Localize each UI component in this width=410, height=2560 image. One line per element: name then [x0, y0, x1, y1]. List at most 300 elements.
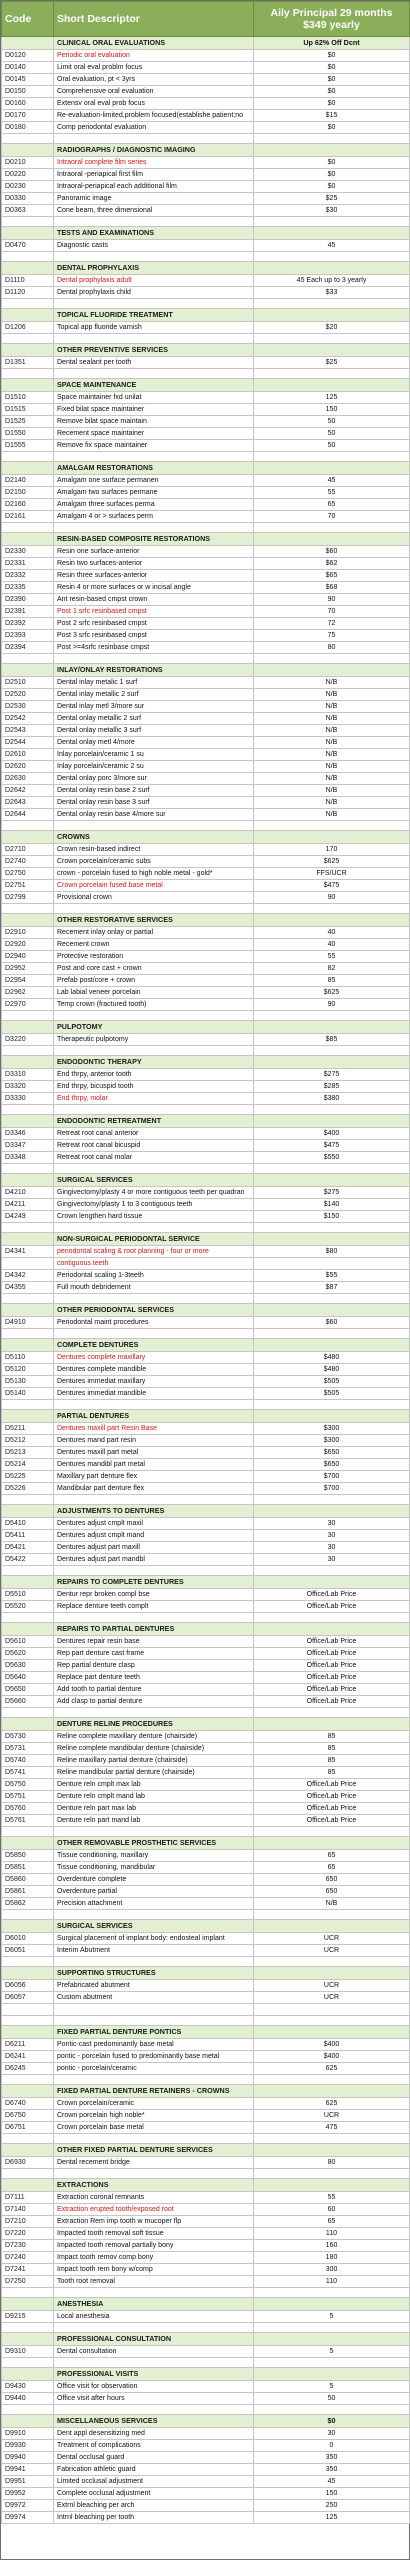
procedure-descriptor: Lab labial veneer porcelain	[54, 987, 254, 999]
procedure-code: D0140	[2, 62, 54, 74]
procedure-code: D5860	[2, 1874, 54, 1886]
procedure-descriptor: Impact tooth remov comp bony	[54, 2252, 254, 2264]
procedure-fee: N/B	[254, 725, 410, 737]
procedure-descriptor: Dentures mand part resin	[54, 1435, 254, 1447]
section-header-row	[2, 533, 410, 546]
procedure-code: D0220	[2, 169, 54, 181]
spacer-cell	[2, 1495, 54, 1505]
spacer-cell	[254, 134, 410, 144]
fee-row	[2, 2488, 410, 2500]
fee-row	[2, 1199, 410, 1211]
procedure-fee: 50	[254, 2393, 410, 2405]
procedure-fee: $140	[254, 1199, 410, 1211]
section-code-cell	[2, 1339, 54, 1352]
procedure-descriptor: Dentures immediat mandible	[54, 1388, 254, 1400]
procedure-code: D2710	[2, 844, 54, 856]
section-note	[254, 664, 410, 677]
procedure-code: D2644	[2, 809, 54, 821]
spacer-cell	[54, 654, 254, 664]
fee-row	[2, 737, 410, 749]
procedure-descriptor: Denture reln part mand lab	[54, 1815, 254, 1827]
procedure-fee: $20	[254, 322, 410, 334]
spacer-cell	[2, 217, 54, 227]
spacer-cell	[54, 2134, 254, 2144]
procedure-descriptor: Comp periodontal evaluation	[54, 122, 254, 134]
procedure-code: D6241	[2, 2051, 54, 2063]
fee-row	[2, 122, 410, 134]
procedure-descriptor: Dentures adjust cmplt mand	[54, 1530, 254, 1542]
section-title: AMALGAM RESTORATIONS	[54, 462, 254, 475]
procedure-descriptor: Pontic-cast predominantly base metal	[54, 2039, 254, 2051]
spacer-cell	[54, 2288, 254, 2298]
procedure-code: D7210	[2, 2216, 54, 2228]
procedure-code: D5640	[2, 1672, 54, 1684]
procedure-code: D2750	[2, 868, 54, 880]
procedure-code: D3346	[2, 1128, 54, 1140]
fee-row	[2, 86, 410, 98]
spacer-cell	[2, 523, 54, 533]
procedure-fee: 55	[254, 487, 410, 499]
fee-row	[2, 2512, 410, 2524]
procedure-descriptor: contiguous teeth	[54, 1258, 254, 1270]
fee-row	[2, 181, 410, 193]
spacer-cell	[254, 1708, 410, 1718]
procedure-fee: 650	[254, 1874, 410, 1886]
spacer-cell	[54, 299, 254, 309]
spacer-cell	[254, 1105, 410, 1115]
fee-row	[2, 1140, 410, 1152]
spacer-cell	[54, 1910, 254, 1920]
spacer-cell	[54, 1105, 254, 1115]
fee-row	[2, 1898, 410, 1910]
spacer-row	[2, 2016, 410, 2026]
spacer-row	[2, 1046, 410, 1056]
procedure-code: D6211	[2, 2039, 54, 2051]
spacer-row	[2, 252, 410, 262]
procedure-code: D4355	[2, 1282, 54, 1294]
procedure-code: D6056	[2, 1980, 54, 1992]
section-title: PROFESSIONAL VISITS	[54, 2368, 254, 2381]
procedure-code: D7230	[2, 2240, 54, 2252]
spacer-row	[2, 1223, 410, 1233]
fee-row	[2, 1471, 410, 1483]
procedure-fee: N/B	[254, 773, 410, 785]
procedure-descriptor: Dental sealant per tooth	[54, 357, 254, 369]
section-code-cell	[2, 1718, 54, 1731]
fee-row	[2, 701, 410, 713]
procedure-fee: $15	[254, 110, 410, 122]
section-note	[254, 1233, 410, 1246]
procedure-fee: N/B	[254, 809, 410, 821]
procedure-descriptor: Intraoral -periapical first film	[54, 169, 254, 181]
procedure-descriptor: Protective restoration	[54, 951, 254, 963]
procedure-fee: $0	[254, 122, 410, 134]
section-code-cell	[2, 2026, 54, 2039]
fee-row	[2, 1874, 410, 1886]
section-title: REPAIRS TO COMPLETE DENTURES	[54, 1576, 254, 1589]
section-note	[254, 1576, 410, 1589]
section-note	[254, 2026, 410, 2039]
fee-row	[2, 1589, 410, 1601]
spacer-cell	[54, 217, 254, 227]
procedure-fee: Office/Lab Price	[254, 1803, 410, 1815]
procedure-code: D6930	[2, 2157, 54, 2169]
fee-row	[2, 1530, 410, 1542]
procedure-descriptor: Dental inlay metl 3/more sur	[54, 701, 254, 713]
spacer-row	[2, 1827, 410, 1837]
procedure-fee: N/B	[254, 1898, 410, 1910]
procedure-descriptor: Prefabricated abutment	[54, 1980, 254, 1992]
procedure-descriptor: Fixed bilat space maintainer	[54, 404, 254, 416]
section-title: MISCELLANEOUS SERVICES	[54, 2415, 254, 2428]
fee-row	[2, 927, 410, 939]
section-code-cell	[2, 533, 54, 546]
procedure-code: D7140	[2, 2204, 54, 2216]
section-header-row	[2, 1505, 410, 1518]
procedure-fee: 150	[254, 2488, 410, 2500]
procedure-fee: 150	[254, 404, 410, 416]
procedure-code: D5214	[2, 1459, 54, 1471]
fee-row	[2, 677, 410, 689]
procedure-fee: 65	[254, 2216, 410, 2228]
procedure-descriptor: Overdenture partial	[54, 1886, 254, 1898]
spacer-row	[2, 1105, 410, 1115]
procedure-code: D9974	[2, 2512, 54, 2524]
procedure-code: D5411	[2, 1530, 54, 1542]
section-header-row	[2, 37, 410, 50]
spacer-cell	[2, 1400, 54, 1410]
procedure-fee: 65	[254, 1850, 410, 1862]
section-note	[254, 1410, 410, 1423]
fee-row	[2, 392, 410, 404]
procedure-code: D5422	[2, 1554, 54, 1566]
procedure-descriptor: Tooth root removal	[54, 2276, 254, 2288]
procedure-descriptor: Amalgam one surface permanen	[54, 475, 254, 487]
section-title: CLINICAL ORAL EVALUATIONS	[54, 37, 254, 50]
procedure-descriptor: Limited occlusal adjustment	[54, 2476, 254, 2488]
spacer-cell	[254, 452, 410, 462]
procedure-descriptor: Dent appl desensitizing med	[54, 2428, 254, 2440]
section-code-cell	[2, 379, 54, 392]
procedure-descriptor: Complete occlusal adjustment	[54, 2488, 254, 2500]
spacer-cell	[54, 1708, 254, 1718]
procedure-descriptor: Resin one surface-anterior	[54, 546, 254, 558]
spacer-row	[2, 2075, 410, 2085]
fee-row	[2, 689, 410, 701]
procedure-descriptor: Recement space maintainer	[54, 428, 254, 440]
spacer-cell	[2, 1294, 54, 1304]
fee-row	[2, 1246, 410, 1258]
procedure-fee: N/B	[254, 761, 410, 773]
procedure-code: D1515	[2, 404, 54, 416]
procedure-descriptor: Dental inlay metalic 1 surf	[54, 677, 254, 689]
section-note	[254, 379, 410, 392]
section-header-row	[2, 262, 410, 275]
spacer-cell	[54, 1566, 254, 1576]
spacer-cell	[2, 654, 54, 664]
procedure-fee: $68	[254, 582, 410, 594]
procedure-descriptor: Gingivectomy/plasty 1 to 3 contiguous teeth	[54, 1199, 254, 1211]
fee-row	[2, 2004, 410, 2016]
spacer-cell	[254, 821, 410, 831]
spacer-cell	[54, 2405, 254, 2415]
procedure-fee: N/B	[254, 677, 410, 689]
spacer-cell	[54, 1827, 254, 1837]
plan-price: $349 yearly	[303, 19, 360, 31]
spacer-cell	[254, 252, 410, 262]
procedure-code: D2331	[2, 558, 54, 570]
procedure-descriptor: Maxillary part denture flex	[54, 1471, 254, 1483]
section-code-cell	[2, 2179, 54, 2192]
procedure-descriptor: Amalgam two surfaces permane	[54, 487, 254, 499]
procedure-code: D5520	[2, 1601, 54, 1613]
procedure-code: D2394	[2, 642, 54, 654]
fee-row	[2, 428, 410, 440]
procedure-fee: 250	[254, 2500, 410, 2512]
section-code-cell	[2, 2085, 54, 2098]
spacer-cell	[54, 523, 254, 533]
spacer-row	[2, 2358, 410, 2368]
procedure-fee: $0	[254, 169, 410, 181]
fee-row	[2, 2157, 410, 2169]
procedure-fee: $700	[254, 1471, 410, 1483]
fee-row	[2, 1850, 410, 1862]
procedure-fee: 30	[254, 1542, 410, 1554]
section-title: DENTURE RELINE PROCEDURES	[54, 1718, 254, 1731]
procedure-code: D6051	[2, 1945, 54, 1957]
spacer-cell	[2, 1046, 54, 1056]
spacer-cell	[254, 523, 410, 533]
procedure-fee: 82	[254, 963, 410, 975]
spacer-cell	[2, 2169, 54, 2179]
fee-row	[2, 570, 410, 582]
procedure-fee: $625	[254, 987, 410, 999]
procedure-fee: 75	[254, 630, 410, 642]
fee-row	[2, 773, 410, 785]
fee-row	[2, 2051, 410, 2063]
procedure-code: D5750	[2, 1779, 54, 1791]
procedure-descriptor: Inlay porcelain/ceramic 2 su	[54, 761, 254, 773]
section-note	[254, 2179, 410, 2192]
procedure-fee: 90	[254, 594, 410, 606]
spacer-cell	[254, 2323, 410, 2333]
spacer-cell	[254, 2358, 410, 2368]
fee-row	[2, 1459, 410, 1471]
section-title: SPACE MAINTENANCE	[54, 379, 254, 392]
spacer-cell	[254, 1164, 410, 1174]
fee-row	[2, 2204, 410, 2216]
procedure-code: D2962	[2, 987, 54, 999]
procedure-descriptor: Dental onlay resin base 3 surf	[54, 797, 254, 809]
procedure-fee: Office/Lab Price	[254, 1779, 410, 1791]
fee-row	[2, 416, 410, 428]
procedure-fee: Office/Lab Price	[254, 1791, 410, 1803]
procedure-descriptor: Dental onlay resin base 4/more sur	[54, 809, 254, 821]
procedure-code: D2642	[2, 785, 54, 797]
procedure-descriptor: Dental onlay porc 3/more sur	[54, 773, 254, 785]
spacer-cell	[2, 1957, 54, 1967]
procedure-descriptor: Replace denture teeth complt	[54, 1601, 254, 1613]
spacer-cell	[54, 452, 254, 462]
procedure-descriptor: Dental prophylaxis child	[54, 287, 254, 299]
section-header-row	[2, 664, 410, 677]
section-note	[254, 914, 410, 927]
fee-row	[2, 642, 410, 654]
procedure-fee: $0	[254, 62, 410, 74]
section-code-cell	[2, 1920, 54, 1933]
procedure-code: D2799	[2, 892, 54, 904]
procedure-code: D5212	[2, 1435, 54, 1447]
procedure-code: D3320	[2, 1081, 54, 1093]
procedure-descriptor: crown - porcelain fused to high noble metal - gold*	[54, 868, 254, 880]
procedure-fee: $400	[254, 1128, 410, 1140]
procedure-code: D1351	[2, 357, 54, 369]
spacer-cell	[254, 654, 410, 664]
section-note	[254, 533, 410, 546]
section-title: REPAIRS TO PARTIAL DENTURES	[54, 1623, 254, 1636]
spacer-cell	[2, 334, 54, 344]
procedure-fee	[254, 1258, 410, 1270]
spacer-row	[2, 134, 410, 144]
procedure-fee: 625	[254, 2063, 410, 2075]
procedure-fee: $62	[254, 558, 410, 570]
procedure-descriptor: Impacted tooth removal soft tissue	[54, 2228, 254, 2240]
fee-row	[2, 98, 410, 110]
procedure-descriptor: Reline complete maxillary denture (chairside)	[54, 1731, 254, 1743]
section-title: ENDODONTIC RETREATMENT	[54, 1115, 254, 1128]
fee-row	[2, 2110, 410, 2122]
procedure-code: D6740	[2, 2098, 54, 2110]
procedure-descriptor: Gingivectomy/plasty 4 or more contiguous teeth per quadran	[54, 1187, 254, 1199]
procedure-descriptor: Post >=4srfc resinbase cmpst	[54, 642, 254, 654]
procedure-code: D2391	[2, 606, 54, 618]
procedure-descriptor: End thrpy, anterior tooth	[54, 1069, 254, 1081]
spacer-cell	[54, 1495, 254, 1505]
procedure-fee: UCR	[254, 1933, 410, 1945]
spacer-row	[2, 369, 410, 379]
spacer-row	[2, 2405, 410, 2415]
fee-row	[2, 582, 410, 594]
section-code-cell	[2, 914, 54, 927]
procedure-descriptor: Rep part denture cast frame	[54, 1648, 254, 1660]
procedure-fee: 125	[254, 392, 410, 404]
spacer-cell	[54, 1613, 254, 1623]
procedure-descriptor: Therapeutic pulpotomy	[54, 1034, 254, 1046]
fee-row	[2, 2039, 410, 2051]
procedure-code: D6245	[2, 2063, 54, 2075]
procedure-fee: 350	[254, 2452, 410, 2464]
procedure-code: D7111	[2, 2192, 54, 2204]
procedure-code: D2920	[2, 939, 54, 951]
procedure-fee: $650	[254, 1459, 410, 1471]
spacer-cell	[54, 1329, 254, 1339]
spacer-cell	[2, 2358, 54, 2368]
section-title: ENDODONTIC THERAPY	[54, 1056, 254, 1069]
procedure-descriptor: Rep partial denture clasp	[54, 1660, 254, 1672]
section-header-row	[2, 1837, 410, 1850]
procedure-code: D5410	[2, 1518, 54, 1530]
fee-row	[2, 2252, 410, 2264]
procedure-fee: 85	[254, 1743, 410, 1755]
spacer-cell	[254, 217, 410, 227]
procedure-fee: $55	[254, 1270, 410, 1282]
procedure-fee: N/B	[254, 737, 410, 749]
spacer-cell	[254, 904, 410, 914]
procedure-fee: $25	[254, 193, 410, 205]
fee-row	[2, 499, 410, 511]
fee-row	[2, 169, 410, 181]
procedure-fee: 0	[254, 2440, 410, 2452]
spacer-cell	[254, 1294, 410, 1304]
procedure-descriptor: End thrpy, bicuspid tooth	[54, 1081, 254, 1093]
section-note: Up 62% Off Dcnt	[254, 37, 410, 50]
procedure-descriptor: Denture reln cmplt mand lab	[54, 1791, 254, 1803]
procedure-fee: $475	[254, 880, 410, 892]
procedure-descriptor: Denture reln cmplt max lab	[54, 1779, 254, 1791]
section-code-cell	[2, 1967, 54, 1980]
procedure-descriptor: Post 2 srfc resinbased cmpst	[54, 618, 254, 630]
procedure-descriptor: Replace part denture teeth	[54, 1672, 254, 1684]
procedure-descriptor: Reline maxillary partial denture (chairside)	[54, 1755, 254, 1767]
section-code-cell	[2, 1304, 54, 1317]
fee-row	[2, 157, 410, 169]
spacer-cell	[2, 1910, 54, 1920]
procedure-descriptor: Intrnl bleaching per tooth	[54, 2512, 254, 2524]
spacer-row	[2, 2134, 410, 2144]
fee-row	[2, 809, 410, 821]
procedure-fee: 5	[254, 2381, 410, 2393]
procedure-fee: 80	[254, 642, 410, 654]
fee-row	[2, 1258, 410, 1270]
fee-row	[2, 2476, 410, 2488]
procedure-code: D5741	[2, 1767, 54, 1779]
procedure-fee: 30	[254, 1554, 410, 1566]
procedure-fee: 110	[254, 2228, 410, 2240]
spacer-cell	[254, 1329, 410, 1339]
procedure-code: D3348	[2, 1152, 54, 1164]
section-note	[254, 1056, 410, 1069]
procedure-code: D1525	[2, 416, 54, 428]
spacer-cell	[2, 252, 54, 262]
fee-row	[2, 275, 410, 287]
fee-row	[2, 2276, 410, 2288]
procedure-code: D5620	[2, 1648, 54, 1660]
section-header-row	[2, 1576, 410, 1589]
section-code-cell	[2, 1174, 54, 1187]
procedure-code: D6010	[2, 1933, 54, 1945]
procedure-descriptor: Local anesthesia	[54, 2311, 254, 2323]
spacer-row	[2, 654, 410, 664]
spacer-row	[2, 1164, 410, 1174]
spacer-cell	[254, 2288, 410, 2298]
procedure-descriptor: Dental occlusal guard	[54, 2452, 254, 2464]
procedure-descriptor: Amalgam three surfaces perma	[54, 499, 254, 511]
section-title: SURGICAL SERVICES	[54, 1174, 254, 1187]
section-title: TOPICAL FLUORIDE TREATMENT	[54, 309, 254, 322]
spacer-cell	[254, 1910, 410, 1920]
section-code-cell	[2, 144, 54, 157]
fee-row	[2, 618, 410, 630]
fee-row	[2, 1093, 410, 1105]
procedure-code: D4342	[2, 1270, 54, 1282]
procedure-descriptor: Full mouth debridement	[54, 1282, 254, 1294]
section-code-cell	[2, 227, 54, 240]
procedure-code: D9430	[2, 2381, 54, 2393]
fee-row	[2, 2428, 410, 2440]
procedure-fee: 50	[254, 428, 410, 440]
fee-row	[2, 546, 410, 558]
procedure-descriptor: Resin three surfaces-anterior	[54, 570, 254, 582]
